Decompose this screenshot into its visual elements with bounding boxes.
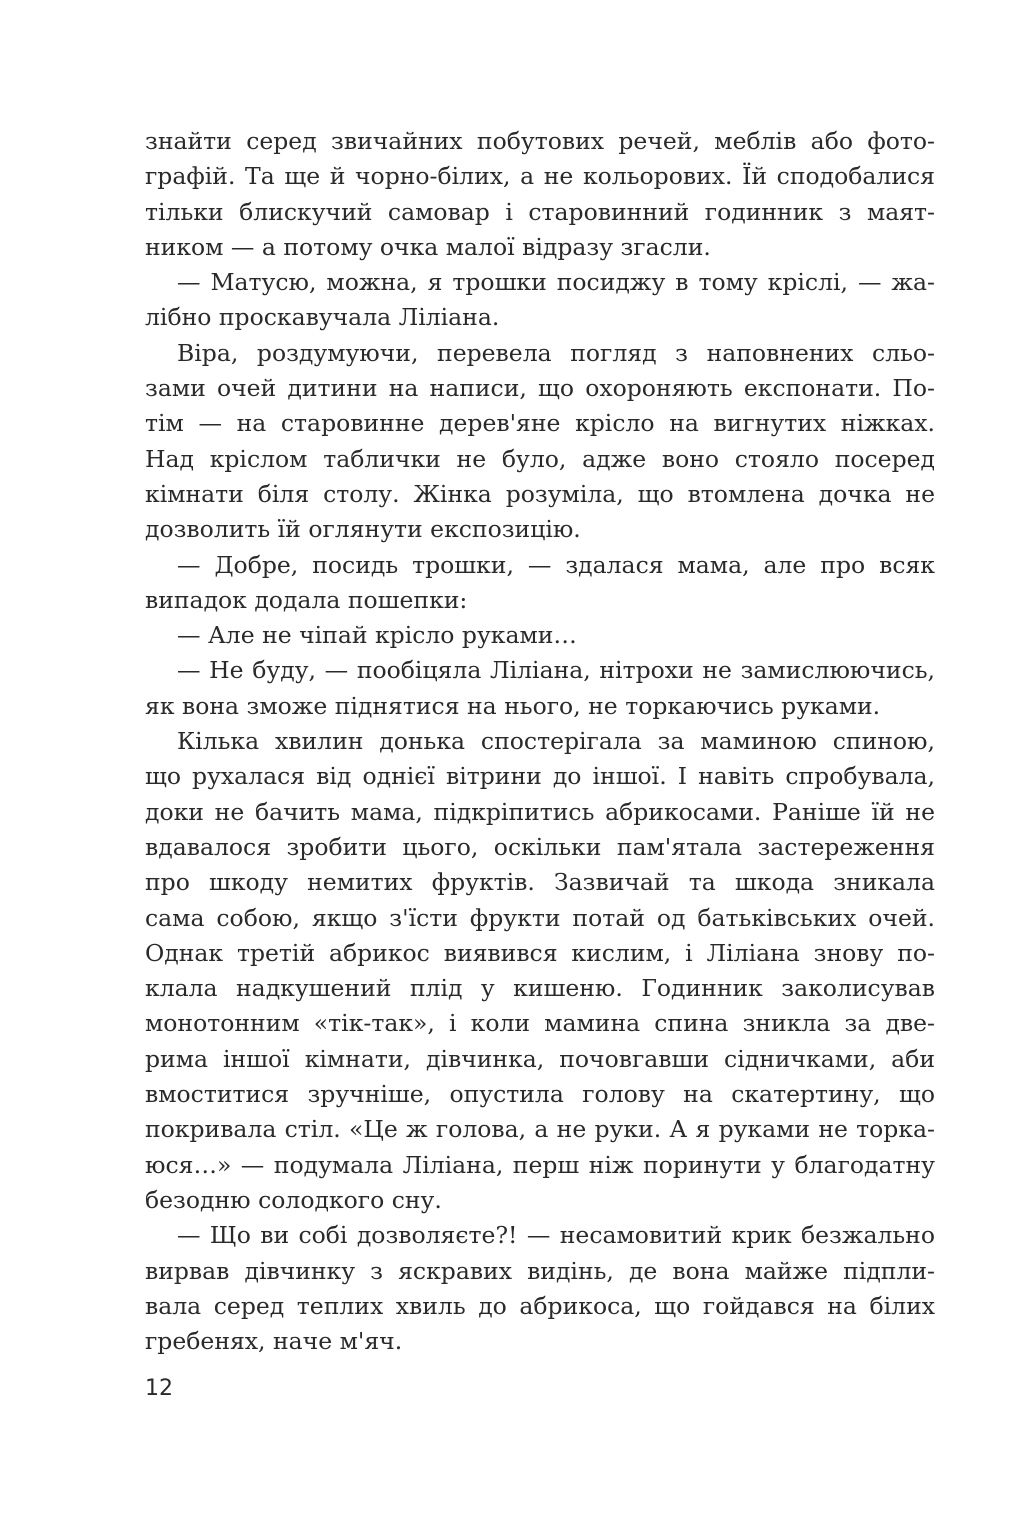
text-line: Кілька хвилин донька спостерігала за маминою спиною, — [177, 727, 935, 756]
text-line: випадок додала пошепки: — [145, 585, 468, 614]
text-line: знайти серед звичайних побутових речей, меблів або фото- — [145, 127, 935, 155]
text-line: тільки блискучий самовар і старовинний годинник з маят- — [145, 197, 935, 226]
text-line: клала надкушений плід у кишеню. Годинник заколисував — [145, 974, 935, 1003]
text-line: зами очей дитини на написи, що охороняють експонати. По- — [145, 374, 935, 403]
text-line: ником — а потому очка малої відразу згасли. — [145, 232, 711, 261]
text-line: лібно проскавучала Ліліана. — [145, 303, 500, 332]
text-line: Над кріслом таблички не було, адже воно стояло посеред — [145, 444, 935, 473]
text-line: вирвав дівчинку з яскравих видінь, де вона майже підпли- — [145, 1256, 935, 1285]
text-line: доки не бачить мама, підкріпитись абрикосами. Раніше їй не — [145, 797, 935, 826]
text-line: тім — на старовинне дерев'яне крісло на вигнутих ніжках. — [145, 409, 935, 438]
text-line: як вона зможе піднятися на нього, не торкаючись руками. — [145, 691, 881, 720]
text-line: вала серед теплих хвиль до абрикоса, що гойдався на білих — [145, 1291, 935, 1320]
text-line: графій. Та ще й чорно-білих, а не кольорових. Їй сподобалися — [145, 162, 935, 191]
text-line: про шкоду немитих фруктів. Зазвичай та шкода зникала — [145, 868, 935, 897]
text-line: що рухалася від однієї вітрини до іншої. І навіть спробувала, — [145, 762, 935, 791]
text-line: безодню солодкого сну. — [145, 1185, 442, 1214]
text-line: покривала стіл. «Це ж голова, а не руки. А я руками не торка- — [145, 1115, 935, 1144]
text-line: Віра, роздумуючи, перевела погляд з наповнених сльо- — [177, 338, 935, 367]
text-line: — Матусю, можна, я трошки посиджу в тому кріслі, — жа- — [177, 268, 935, 297]
text-line: — Але не чіпай крісло руками… — [177, 621, 577, 650]
text-line: гребенях, наче м'яч. — [145, 1327, 403, 1356]
text-line: — Не буду, — пообіцяла Ліліана, нітрохи не замислюючись, — [177, 656, 935, 685]
text-line: дозволить їй оглянути експозицію. — [145, 515, 581, 544]
text-line: вмоститися зручніше, опустила голову на скатертину, що — [145, 1080, 935, 1109]
text-line: кімнати біля столу. Жінка розуміла, що втомлена дочка не — [145, 479, 935, 508]
text-line: — Що ви собі дозволяєте?! — несамовитий крик безжально — [177, 1221, 935, 1250]
body-text — [145, 124, 935, 1359]
page-number: 12 — [145, 1376, 173, 1401]
text-line: — Добре, посидь трошки, — здалася мама, але про всяк — [177, 550, 935, 579]
text-line: сама собою, якщо з'їсти фрукти потай од батьківських очей. — [145, 903, 935, 932]
text-line: вдавалося зробити цього, оскільки пам'ятала застереження — [145, 832, 935, 861]
text-line: рима іншої кімнати, дівчинка, почовгавши сідничками, аби — [145, 1044, 935, 1073]
text-line: Однак третій абрикос виявився кислим, і Ліліана знову по- — [145, 938, 935, 967]
text-line: монотонним «тік-так», і коли мамина спина зникла за две- — [145, 1009, 935, 1038]
text-line: юся…» — подумала Ліліана, перш ніж поринути у благодатну — [145, 1150, 935, 1179]
